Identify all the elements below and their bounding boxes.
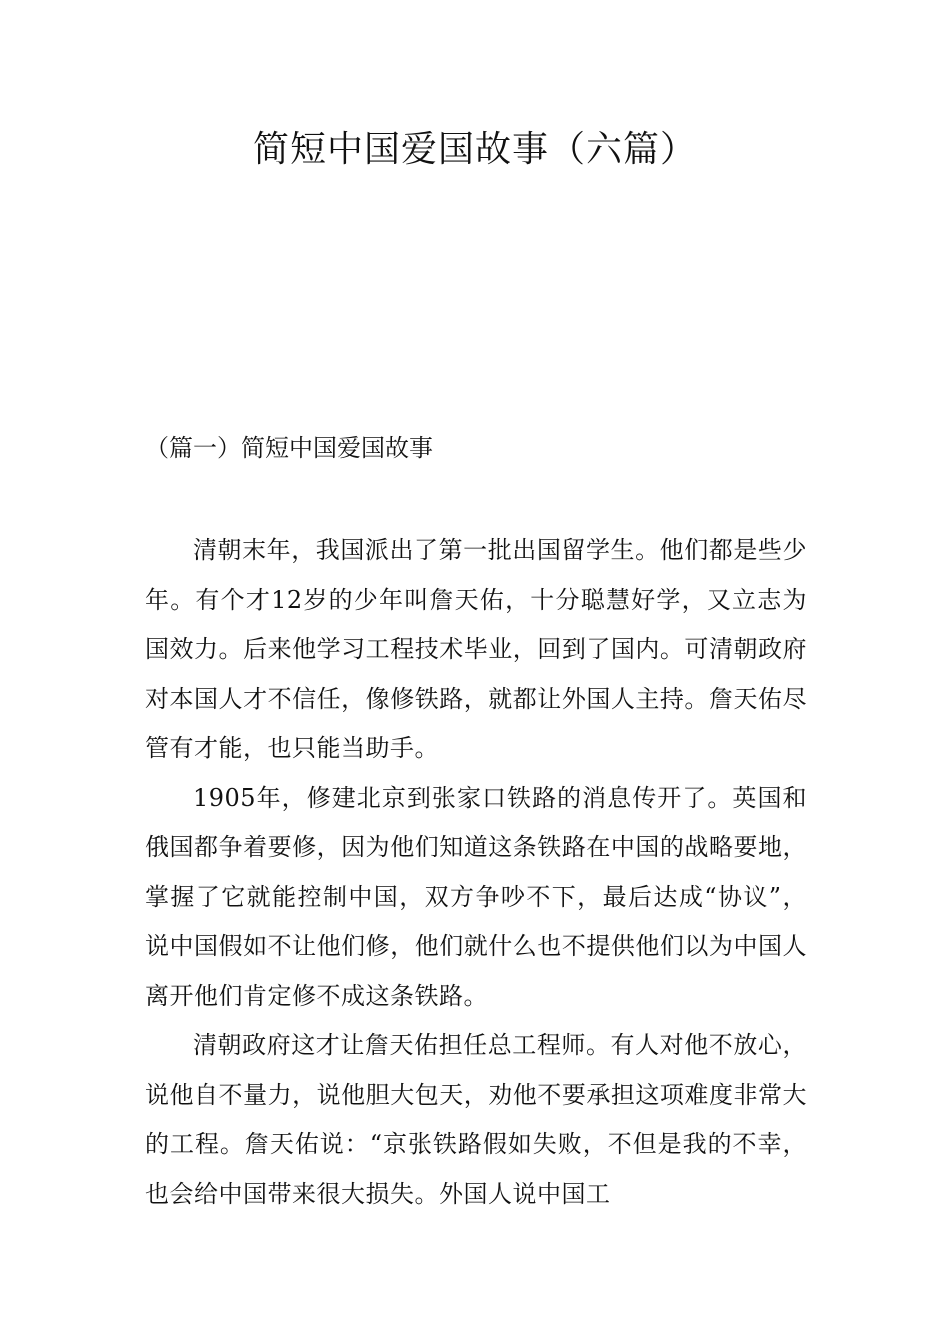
paragraph: 清朝政府这才让詹天佑担任总工程师。有人对他不放心，说他自不量力，说他胆大包天，劝他不要承担这项难度非常大的工程。詹天佑说：“京张铁路假如失败，不但是我的不幸，也会给中国带来很大损失。外国人说中国工 (145, 1031, 807, 1208)
body-text (145, 526, 807, 1219)
paragraph: 清朝末年，我国派出了第一批出国留学生。他们都是些少年。有个才12岁的少年叫詹天佑，十分聪慧好学，又立志为国效力。后来他学习工程技术毕业，回到了国内。可清朝政府对本国人才不信任，像修铁路，就都让外国人主持。詹天佑尽管有才能，也只能当助手。 (145, 536, 807, 762)
page-title: 简短中国爱国故事（六篇） (252, 129, 697, 170)
section-heading: （篇一）简短中国爱国故事 (145, 434, 433, 462)
paragraph: 1905年，修建北京到张家口铁路的消息传开了。英国和俄国都争着要修，因为他们知道这条铁路在中国的战略要地，掌握了它就能控制中国，双方争吵不下，最后达成“协议”，说中国假如不让他们修，他们就什么也不提供他们以为中国人离开他们肯定修不成这条铁路。 (145, 783, 807, 1010)
